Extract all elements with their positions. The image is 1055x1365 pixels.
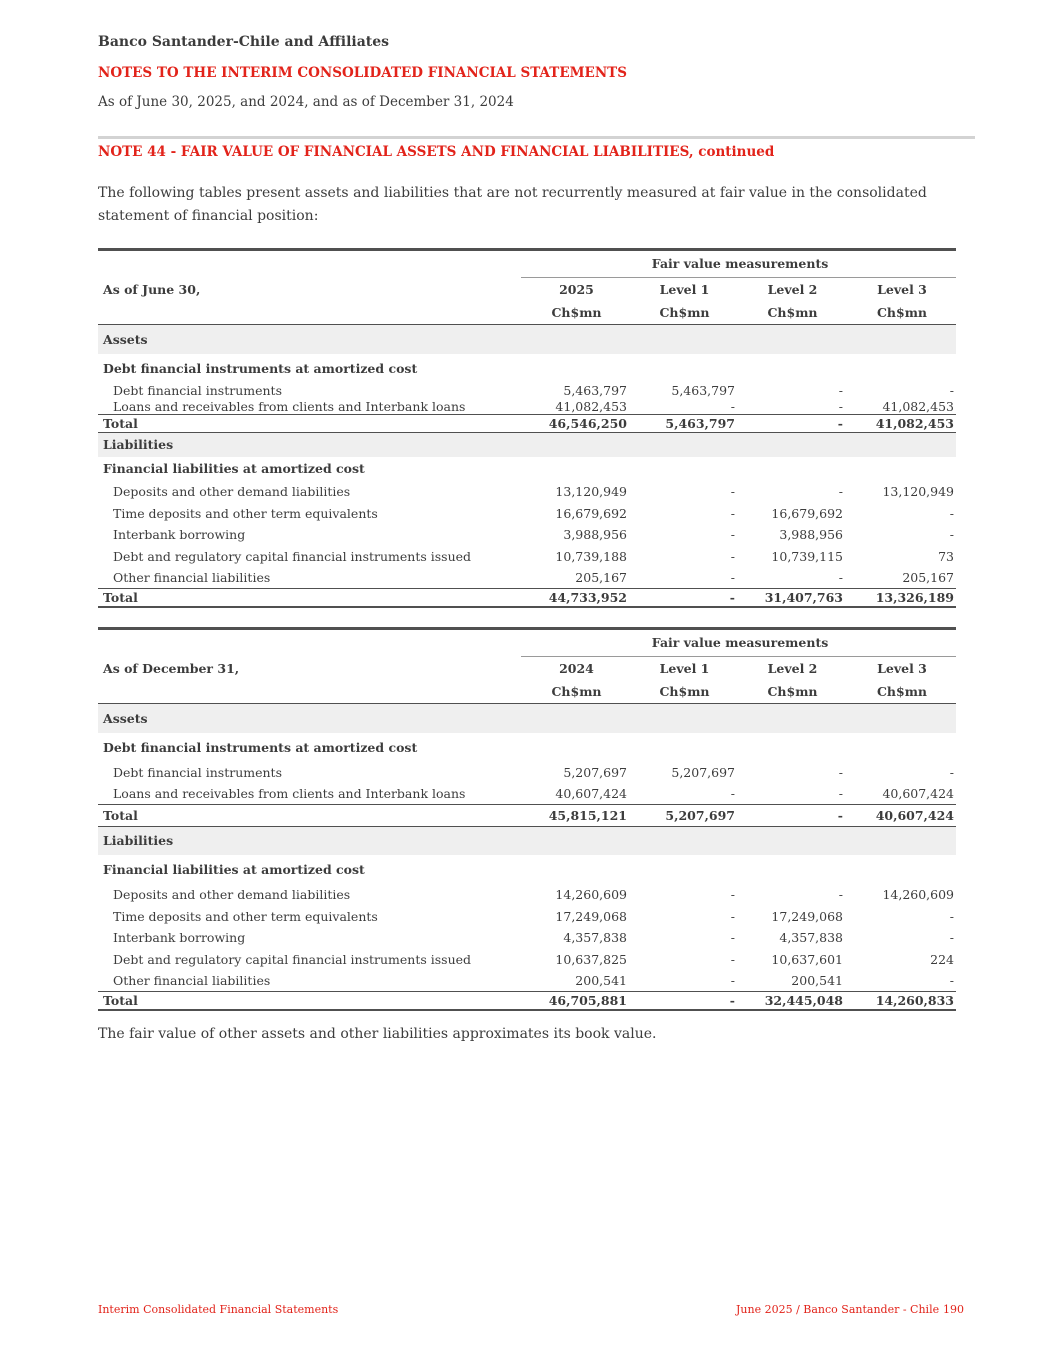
section-assets: Assets bbox=[98, 325, 956, 354]
table-header-row bbox=[98, 278, 956, 302]
as-of-label: As of June 30, bbox=[103, 281, 201, 297]
table-row: Interbank borrowing 3,988,956 - 3,988,956 - bbox=[113, 527, 955, 542]
unit-label: Ch$mn bbox=[629, 301, 737, 325]
page-number: 190 bbox=[943, 1303, 964, 1316]
subsection-row bbox=[98, 855, 956, 884]
fair-value-table-december bbox=[98, 627, 956, 1011]
table-row: Loans and receivables from clients and Interbank loans 41,082,453 - - 41,082,453 bbox=[113, 398, 955, 414]
col-level-3: Level 3 bbox=[877, 282, 927, 297]
table-row: Deposits and other demand liabilities 14,260,609 - - 14,260,609 bbox=[113, 887, 955, 902]
company-name: Banco Santander-Chile and Affiliates bbox=[98, 34, 390, 50]
total-row: Total 46,705,881 - 32,445,048 14,260,833 bbox=[98, 992, 956, 1011]
table-unit-row bbox=[98, 301, 956, 325]
table-row: Debt and regulatory capital financial instruments issued 10,739,188 - 10,739,115 73 bbox=[113, 548, 955, 564]
table-row: Interbank borrowing 4,357,838 - 4,357,838 - bbox=[113, 930, 955, 945]
footer-right: June 2025 / Banco Santander - Chile bbox=[736, 1303, 940, 1316]
section-liabilities: Liabilities bbox=[98, 827, 956, 855]
table-header-row bbox=[98, 250, 956, 278]
table-row: Time deposits and other term equivalents 17,249,068 - 17,249,068 - bbox=[113, 908, 955, 924]
col-year: 2025 bbox=[559, 282, 594, 297]
table-header-row bbox=[98, 657, 956, 681]
section-row bbox=[98, 325, 956, 354]
notes-title: NOTES TO THE INTERIM CONSOLIDATED FINANCIAL STATEMENTS bbox=[98, 65, 627, 81]
note-heading: NOTE 44 - FAIR VALUE OF FINANCIAL ASSETS AND FINANCIAL LIABILITIES, continued bbox=[98, 144, 775, 160]
footer-left: Interim Consolidated Financial Statements bbox=[98, 1303, 339, 1316]
col-level-3: Level 3 bbox=[877, 661, 927, 676]
col-level-1: Level 1 bbox=[659, 661, 710, 676]
table-row: Other financial liabilities 200,541 - 200,541 - bbox=[113, 972, 955, 988]
table-row: Other financial liabilities 205,167 - - 205,167 bbox=[113, 569, 955, 585]
header-divider bbox=[98, 136, 975, 139]
closing-paragraph: The fair value of other assets and other liabilities approximates its book value. bbox=[98, 1026, 657, 1042]
unit-label: Ch$mn bbox=[737, 680, 845, 704]
unit-label: Ch$mn bbox=[845, 680, 956, 704]
section-row bbox=[98, 433, 956, 457]
table-row: Deposits and other demand liabilities 13,120,949 - - 13,120,949 bbox=[113, 484, 955, 499]
table-row: Debt and regulatory capital financial instruments issued 10,637,825 - 10,637,601 224 bbox=[113, 951, 955, 967]
total-row: Total 45,815,121 5,207,697 - 40,607,424 bbox=[98, 805, 956, 827]
table-row: Time deposits and other term equivalents 16,679,692 - 16,679,692 - bbox=[113, 505, 955, 521]
period-subtitle: As of June 30, 2025, and 2024, and as of December 31, 2024 bbox=[98, 94, 514, 110]
total-row: Total 46,546,250 5,463,797 - 41,082,453 bbox=[98, 415, 956, 433]
unit-label: Ch$mn bbox=[629, 680, 737, 704]
section-row bbox=[98, 704, 956, 733]
table-header-row bbox=[98, 629, 956, 657]
table-row: Debt financial instruments 5,463,797 5,463,797 - - bbox=[113, 383, 955, 398]
col-level-2: Level 2 bbox=[767, 282, 818, 297]
subsection-row bbox=[98, 733, 956, 762]
unit-label: Ch$mn bbox=[521, 301, 629, 325]
col-level-2: Level 2 bbox=[767, 661, 818, 676]
subsection-row bbox=[98, 457, 956, 481]
section-liabilities: Liabilities bbox=[98, 433, 956, 457]
unit-label: Ch$mn bbox=[521, 680, 629, 704]
section-row bbox=[98, 827, 956, 855]
as-of-label: As of December 31, bbox=[103, 660, 240, 676]
table-row: Loans and receivables from clients and Interbank loans 40,607,424 - - 40,607,424 bbox=[113, 786, 955, 802]
table-unit-row bbox=[98, 680, 956, 704]
subsection-label: Financial liabilities at amortized cost bbox=[103, 861, 365, 877]
subsection-row bbox=[98, 354, 956, 383]
table-row: Debt financial instruments 5,207,697 5,207,697 - - bbox=[113, 765, 955, 780]
fair-value-measurements-header: Fair value measurements bbox=[521, 250, 956, 278]
subsection-label: Financial liabilities at amortized cost bbox=[103, 461, 365, 476]
fair-value-table-june bbox=[98, 248, 956, 608]
col-level-1: Level 1 bbox=[659, 282, 710, 297]
total-row: Total 44,733,952 - 31,407,763 13,326,189 bbox=[98, 589, 956, 608]
subsection-label: Debt financial instruments at amortized cost bbox=[103, 360, 418, 376]
fair-value-measurements-header: Fair value measurements bbox=[521, 629, 956, 657]
section-assets: Assets bbox=[98, 704, 956, 733]
intro-paragraph: The following tables present assets and liabilities that are not recurrently measured at fair value in the consolidated statement of financial position: bbox=[98, 185, 927, 224]
col-year: 2024 bbox=[559, 661, 594, 676]
unit-label: Ch$mn bbox=[737, 301, 845, 325]
unit-label: Ch$mn bbox=[845, 301, 956, 325]
subsection-label: Debt financial instruments at amortized cost bbox=[103, 739, 418, 755]
